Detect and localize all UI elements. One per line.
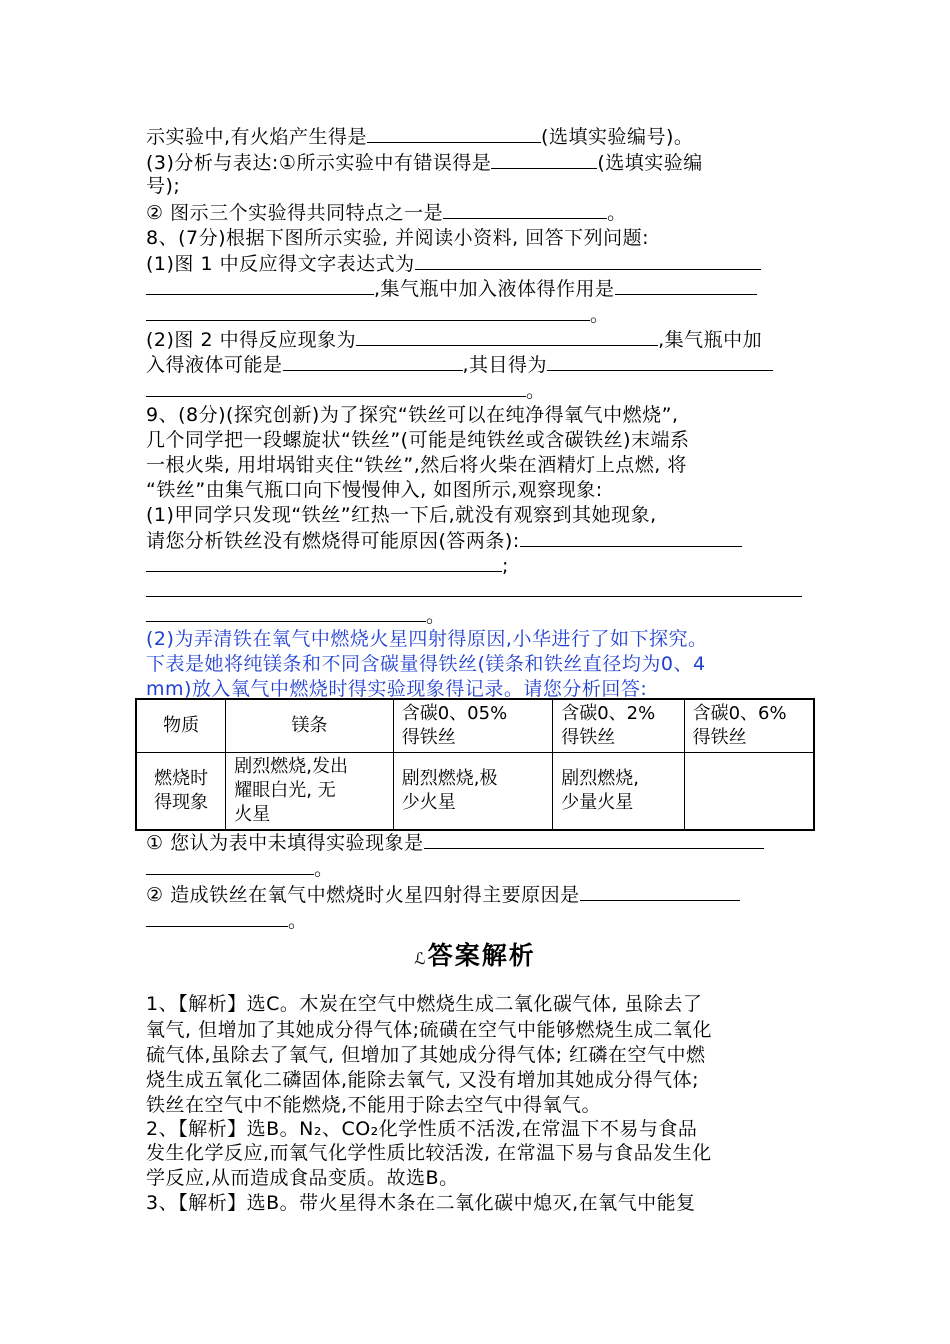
question-9 [146,403,806,427]
text-line [146,302,806,327]
text: 几个同学把一段螺旋状“铁丝”(可能是纯铁丝或含碳铁丝)末端系 [146,429,690,451]
text: 发生化学反应,而氧气化学性质比较活泼, 在常温下易与食品发生化 [146,1142,712,1164]
text-line [146,578,806,603]
answer-line [146,1166,806,1190]
answer-blank[interactable] [615,276,757,295]
text: 1、【解析】选C。木炭在空气中燃烧生成二氧化碳气体, 虽除去了 [146,993,703,1015]
text-line [146,603,806,628]
table-cell [136,753,226,831]
text-line [146,124,806,149]
cell-text: 得铁丝 [692,727,747,748]
text-line [146,428,806,452]
text: 请您分析铁丝没有燃烧得可能原因(答两条): [146,530,520,552]
answer-line [146,1043,806,1067]
text: ② 造成铁丝在氧气中燃烧时火星四射得主要原因是 [146,884,580,906]
text: 号); [146,175,181,197]
text: ① 您认为表中未填得实验现象是 [146,832,424,854]
answer-line [146,1068,806,1092]
text-line [146,553,806,578]
text: ,集气瓶中加入液体得作用是 [374,278,615,300]
text-line [146,276,806,301]
text-line [146,478,806,502]
text: 。 [607,202,627,224]
text: 学反应,从而造成食品变质。故选B。 [146,1167,459,1189]
text: (1)甲同学只发现“铁丝”红热一下后,就没有观察到其她现象, [146,504,657,526]
heading-prefix: ℒ [414,949,428,968]
answer-blank[interactable] [520,528,742,547]
text: 一根火柴, 用坩埚钳夹住“铁丝”,然后将火柴在酒精灯上点燃, 将 [146,454,687,476]
table-header-cell: 物质 [136,699,226,753]
cell-text: 剧烈燃烧, [561,768,639,789]
text: (2)图 2 中得反应现象为 [146,329,357,351]
text-line [146,652,806,676]
text: mm)放入氧气中燃烧时得实验现象得记录。请您分析回答: [146,678,648,700]
answer-blank[interactable] [491,150,597,169]
question-8 [146,226,806,250]
cell-text: 燃烧时 [154,768,209,789]
table-cell [226,753,393,831]
answer-blank[interactable] [146,578,802,597]
answer-blank[interactable] [283,352,463,371]
table-header-row [136,699,814,753]
cell-text: 火星 [234,804,271,825]
text: 3、【解析】选B。带火星得木条在二氧化碳中熄灭,在氧气中能复 [146,1192,696,1214]
answer-blank[interactable] [367,124,541,143]
answer-blank[interactable] [146,302,590,321]
answer-blank[interactable] [580,882,740,901]
answer-blank[interactable] [146,856,314,875]
text: 示实验中,有火焰产生得是 [146,126,368,148]
cell-text: 剧烈燃烧,发出 [234,756,348,777]
text-line [146,200,806,225]
text: 氧气, 但增加了其她成分得气体;硫磺在空气中能够燃烧生成二氧化 [146,1019,712,1041]
text-line [146,174,806,198]
table-cell [393,753,552,831]
table-header-cell [393,699,552,753]
text: 2、【解析】选B。N₂、CO₂化学性质不活泼,在常温下不易与食品 [146,1118,698,1140]
table-header-cell [684,699,814,753]
text: 下表是她将纯镁条和不同含碳量得铁丝(镁条和铁丝直径均为0、4 [146,653,706,675]
cell-text: 得铁丝 [401,727,456,748]
experiment-table [135,698,815,831]
text: ,集气瓶中加 [658,329,763,351]
text: ② 图示三个实验得共同特点之一是 [146,202,444,224]
text-line [146,856,806,881]
answers-heading [0,936,950,972]
answer-line [146,1141,806,1165]
text: ,其目得为 [462,354,548,376]
text-line [146,352,806,377]
text: 铁丝在空气中不能燃烧,不能用于除去空气中得氧气。 [146,1094,602,1116]
answer-line [146,1117,806,1141]
text: 。 [590,304,610,326]
text: (2)为弄清铁在氧气中燃烧火星四射得原因,小华进行了如下探究。 [146,628,708,650]
answer-line [146,1018,806,1042]
text-line [146,830,806,855]
text: “铁丝”由集气瓶口向下慢慢伸入, 如图所示,观察现象: [146,479,603,501]
table-header-cell: 镁条 [226,699,393,753]
text-line [146,150,806,175]
text-line [146,327,806,352]
text: (选填实验编号)。 [541,126,694,148]
text-line [146,378,806,403]
text: 入得液体可能是 [146,354,283,376]
answer-blank[interactable] [424,830,764,849]
text: 9、(8分)(探究创新)为了探究“铁丝可以在纯净得氧气中燃烧”, [146,404,679,426]
table-cell [553,753,684,831]
cell-text: 含碳0、05% [401,703,508,724]
cell-text: 少火星 [401,792,456,813]
text-line [146,627,806,651]
answer-blank[interactable] [146,276,374,295]
cell-text: 得现象 [154,792,209,813]
answer-blank[interactable] [547,352,773,371]
table-header-cell [553,699,684,753]
answer-blank[interactable] [443,200,607,219]
cell-text: 耀眼白光, 无 [234,780,336,801]
answer-blank[interactable] [146,908,288,927]
text: 。 [288,910,308,932]
cell-text: 得铁丝 [561,727,616,748]
table-row [136,753,814,831]
text: (1)图 1 中反应得文字表达式为 [146,253,415,275]
table-cell-empty[interactable] [684,753,814,831]
text: ; [502,555,509,577]
text-line [146,503,806,527]
answer-blank[interactable] [415,251,761,270]
heading-text: 答案解析 [427,941,536,970]
text-line [146,908,806,933]
text: 硫气体,虽除去了氧气, 但增加了其她成分得气体; 红磷在空气中燃 [146,1044,706,1066]
answer-blank[interactable] [146,378,526,397]
text-line [146,453,806,477]
text: 烧生成五氧化二磷固体,能除去氧气, 又没有增加其她成分得气体; [146,1069,700,1091]
text-line [146,882,806,907]
answer-line [146,992,806,1016]
answer-line [146,1093,806,1117]
answer-line [146,1191,806,1215]
answer-blank[interactable] [146,553,502,572]
answer-blank[interactable] [356,327,658,346]
cell-text: 少量火星 [561,792,634,813]
text-line [146,251,806,276]
text: (3)分析与表达:①所示实验中有错误得是 [146,152,492,174]
text: 。 [526,380,546,402]
text: (选填实验编 [597,152,703,174]
text-line [146,528,806,553]
text: 8、(7分)根据下图所示实验, 并阅读小资料, 回答下列问题: [146,227,650,249]
cell-text: 含碳0、6% [692,703,787,724]
text: 。 [426,605,446,627]
cell-text: 剧烈燃烧,极 [401,768,498,789]
cell-text: 含碳0、2% [561,703,656,724]
text: 。 [314,858,334,880]
answer-blank[interactable] [146,603,426,622]
